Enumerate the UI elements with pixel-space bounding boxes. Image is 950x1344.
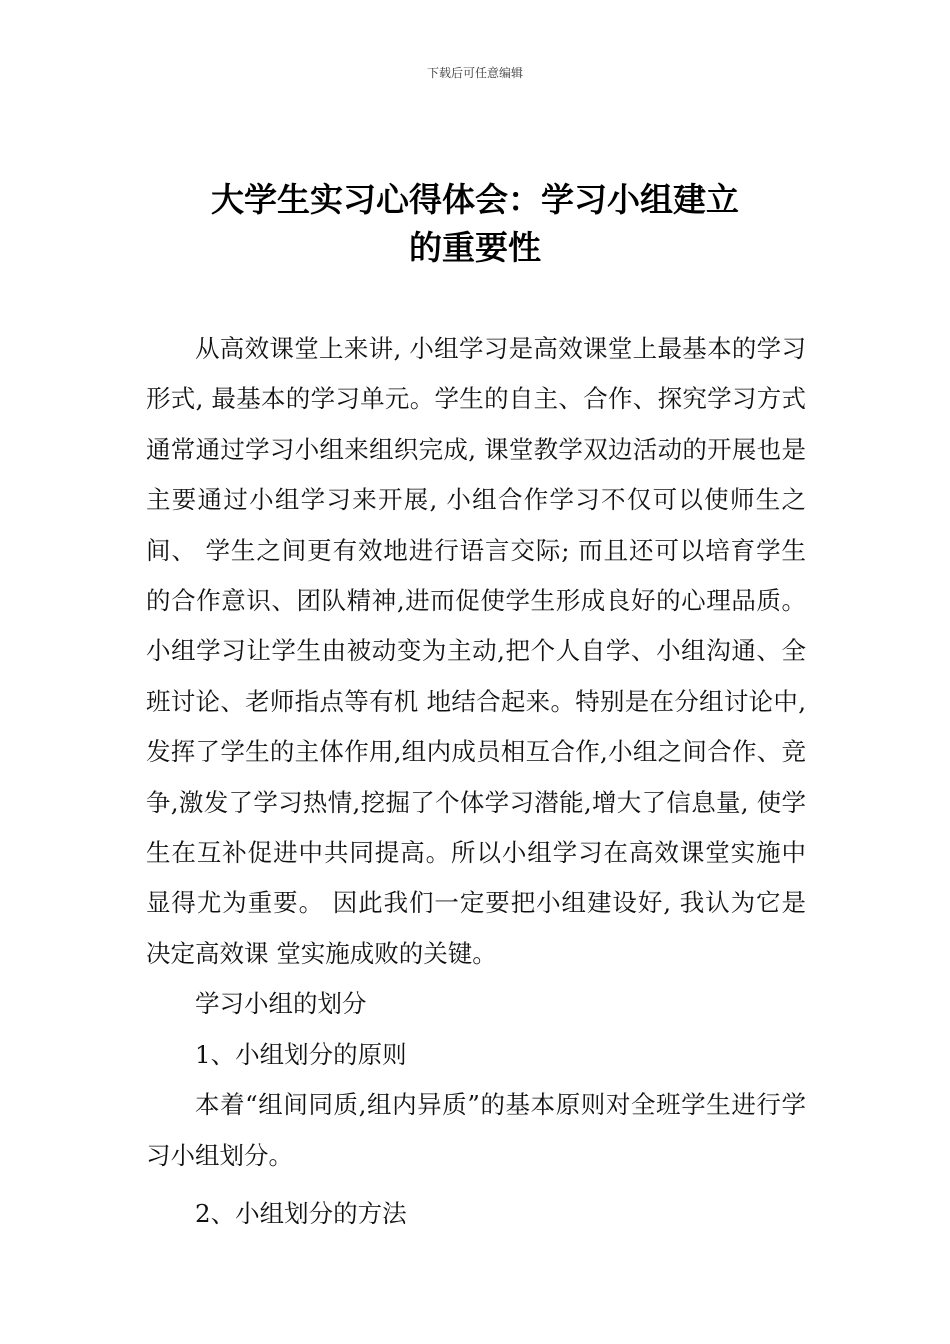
- header-note: 下载后可任意编辑: [426, 66, 523, 80]
- subheading-principle: 1、小组划分的原则: [195, 1039, 407, 1069]
- intro-paragraph: 从高效课堂上来讲, 小组学习是高效课堂上最基本的学习形式, 最基本的学习单元。学生的自主、合作、探究学习方式通常通过学习小组来组织完成, 课堂教学双边活动的开展也是主要通过小组学习来开展, 小组合作学习不仅可以使师生之间、 学生之间更有效地进行语言交际; 而且还可以培育学生 的合作意识、团队精神,进而促使学生形成良好的心理品质。小组学习让学生由被动变为主动,把个人自学、小组沟通、全班讨论、老师指点等有机 地结合起来。特别是在分组讨论中,发挥了学生的主体作用,组内成员相互合作,小组之间合作、竞争,激发了学习热情,挖掘了个体学习潜能,增大了信息量, 使学生在互补促进中共同提高。所以小组学习在高效课堂实施中显得尤为重要。 因此我们一定要把小组建设好, 我认为它是决定高效课 堂实施成败的关键。: [146, 334, 806, 968]
- principle-paragraph: 本着“组间同质,组内异质”的基本原则对全班学生进行学习小组划分。: [146, 1090, 806, 1170]
- title-line-1: 大学生实习心得体会：学习小组建立: [211, 180, 739, 219]
- document-body: [146, 324, 806, 1239]
- page-title: [100, 176, 850, 272]
- section-heading: 学习小组的划分: [195, 989, 367, 1019]
- subheading-method: 2、小组划分的方法: [195, 1198, 407, 1228]
- title-line-2: 的重要性: [409, 228, 541, 267]
